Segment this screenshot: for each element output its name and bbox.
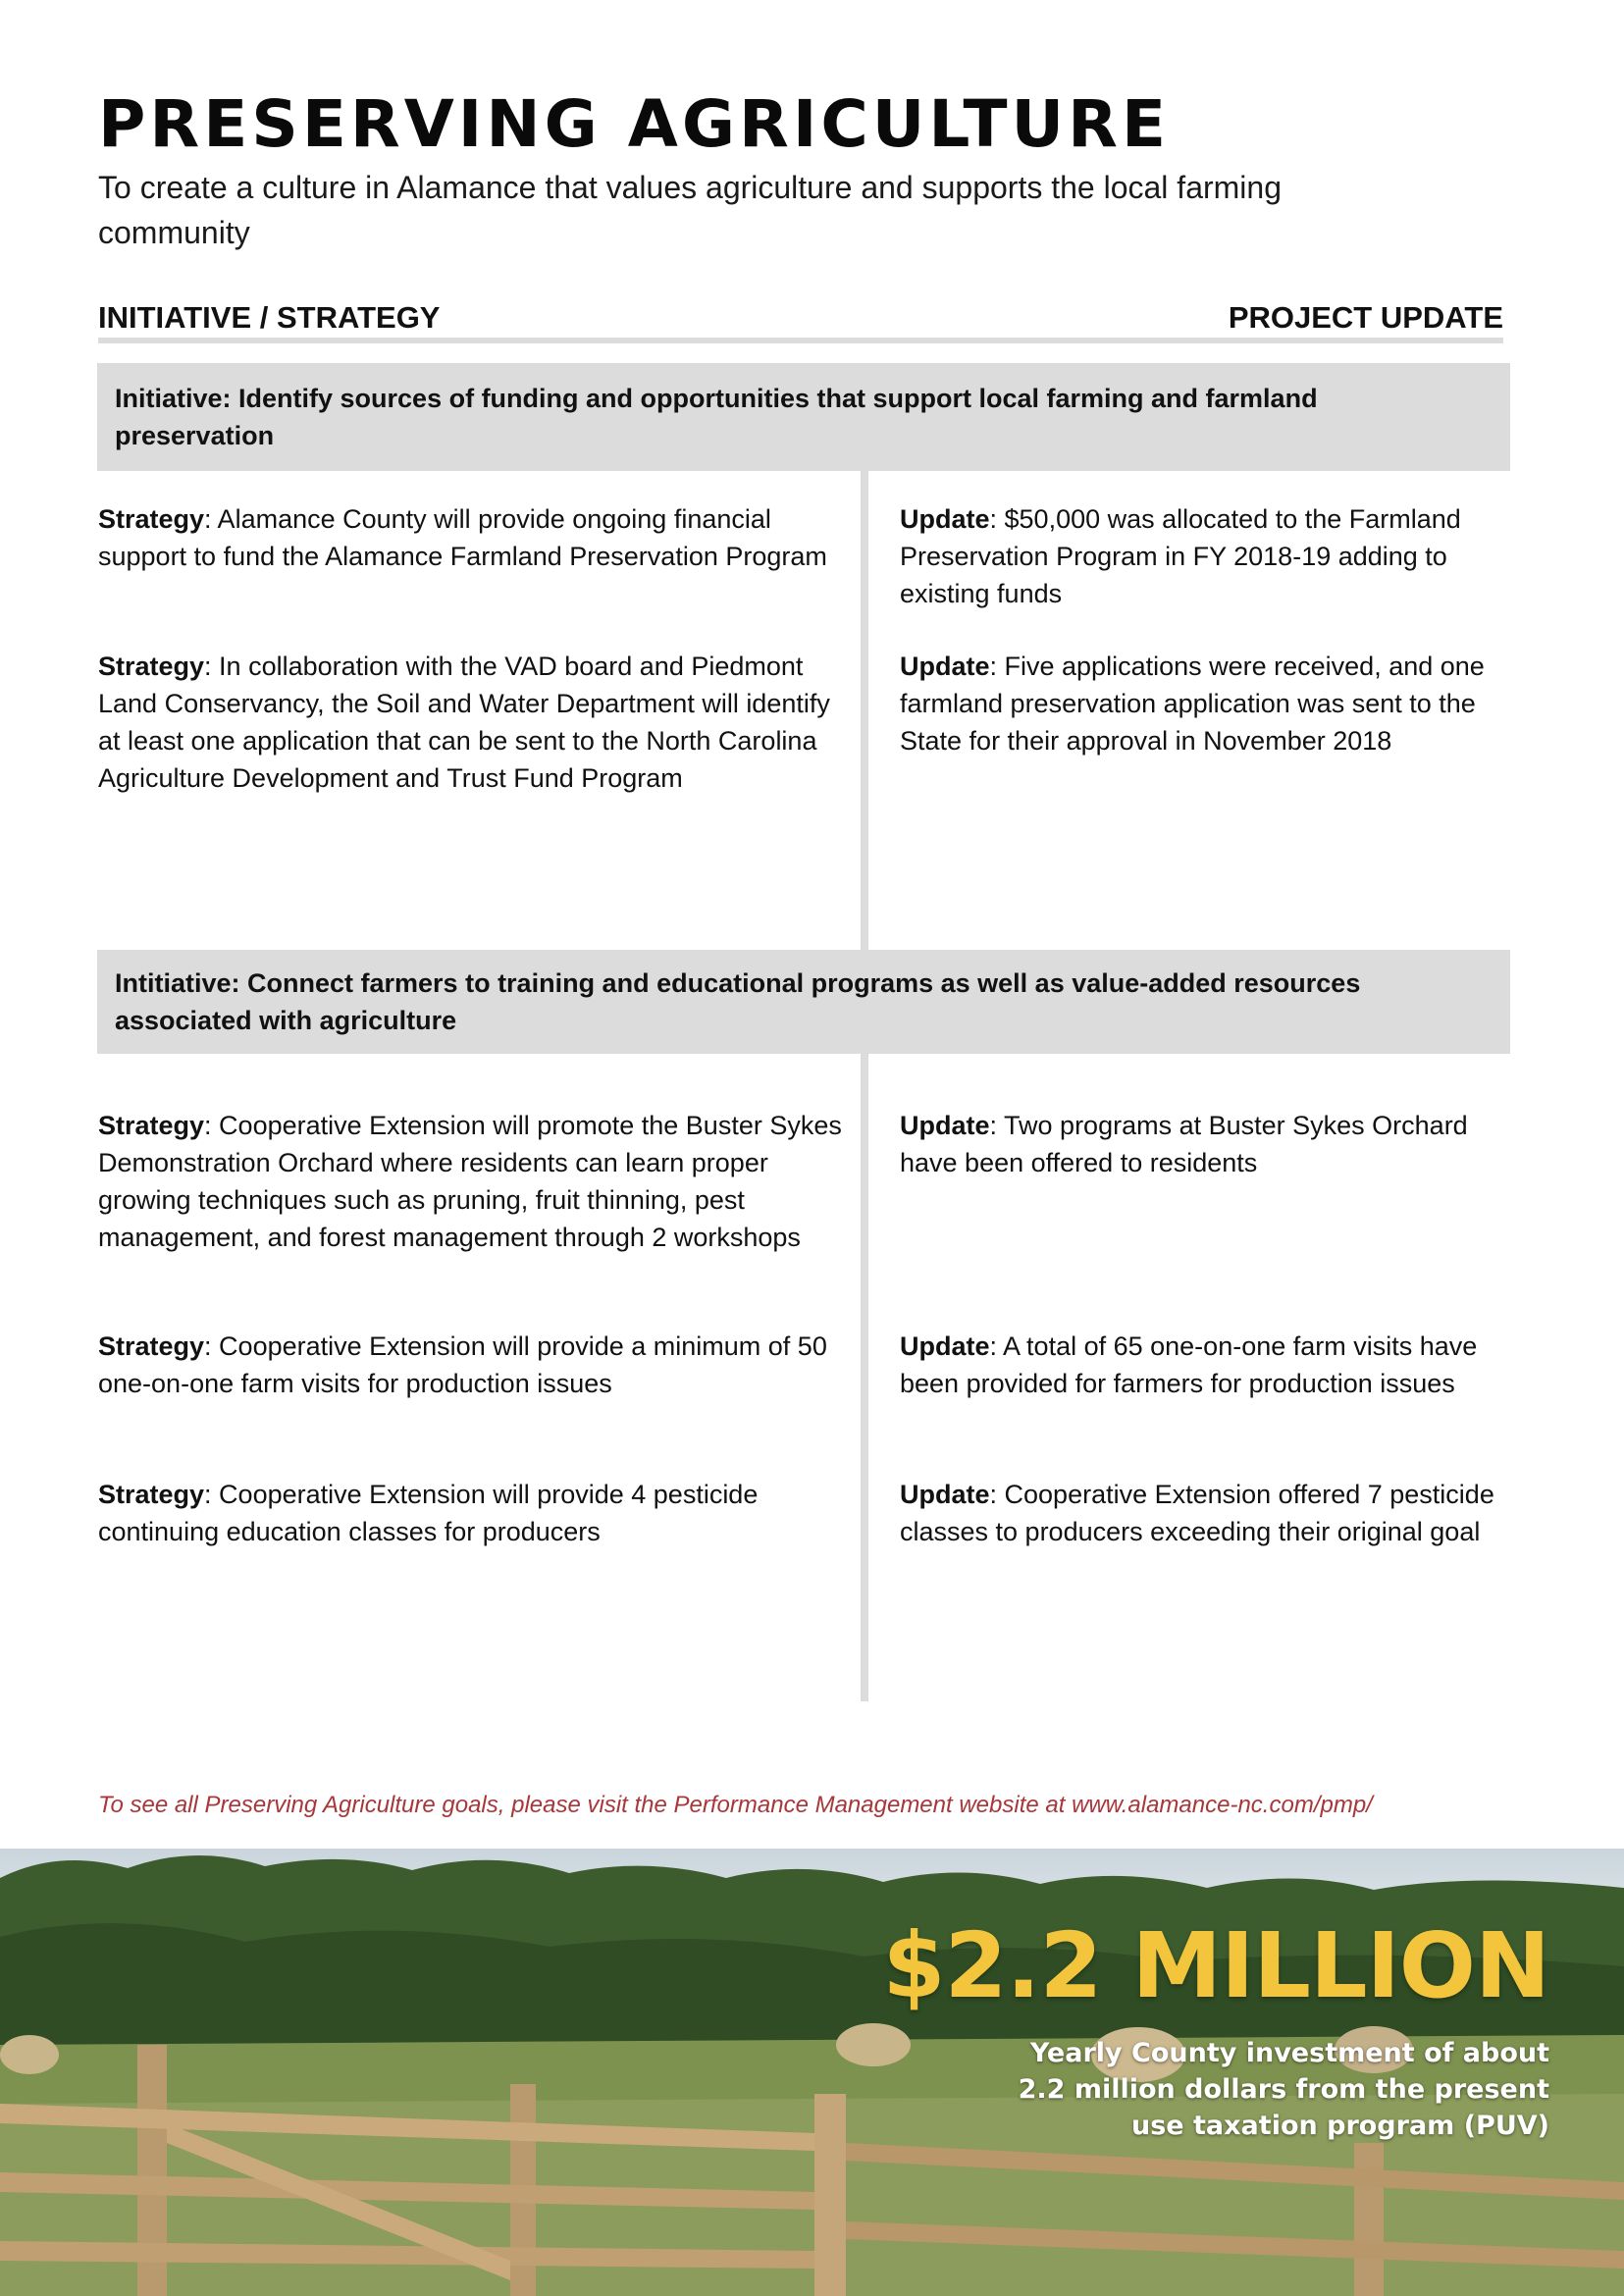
update-text: : Cooperative Extension offered 7 pesticide classes to producers exceeding their original goal bbox=[900, 1480, 1494, 1546]
farm-photo bbox=[0, 1849, 1624, 2296]
strategy-label: Strategy bbox=[98, 1331, 205, 1361]
update-cell bbox=[900, 1476, 1508, 1550]
column-header-project-update: PROJECT UPDATE bbox=[1228, 300, 1503, 335]
update-label: Update bbox=[900, 504, 990, 534]
highlight-figure: $2.2 MILLION bbox=[882, 1913, 1549, 2018]
strategy-text: : Alamance County will provide ongoing financial support to fund the Alamance Farmland Preservation Program bbox=[98, 504, 827, 571]
column-header-initiative-strategy: INITIATIVE / STRATEGY bbox=[98, 300, 441, 335]
footer-note-link-text: To see all Preserving Agriculture goals, please visit the Performance Management website at www.alamance-nc.com/pmp/ bbox=[98, 1792, 1373, 1818]
strategy-text: : Cooperative Extension will promote the Buster Sykes Demonstration Orchard where residents can learn proper growing techniques such as pruning, fruit thinning, pest management, and forest management through 2 workshops bbox=[98, 1111, 842, 1252]
header-rule bbox=[98, 338, 1503, 343]
strategy-label: Strategy bbox=[98, 1111, 205, 1140]
strategy-cell bbox=[98, 1107, 844, 1256]
initiative-heading-funding bbox=[97, 363, 1510, 471]
update-label: Update bbox=[900, 1331, 990, 1361]
column-divider bbox=[861, 471, 868, 950]
strategy-label: Strategy bbox=[98, 1480, 205, 1509]
strategy-cell bbox=[98, 1328, 844, 1402]
update-cell bbox=[900, 500, 1508, 612]
strategy-label: Strategy bbox=[98, 504, 205, 534]
strategy-text: : In collaboration with the VAD board and Piedmont Land Conservancy, the Soil and Water Department will identify at least one application that can be sent to the North Carolina Agriculture Development and Trust Fund Program bbox=[98, 652, 830, 793]
update-text: : A total of 65 one-on-one farm visits have been provided for farmers for production issues bbox=[900, 1331, 1478, 1398]
strategy-text: : Cooperative Extension will provide a minimum of 50 one-on-one farm visits for production issues bbox=[98, 1331, 827, 1398]
initiative-heading-training bbox=[97, 950, 1510, 1054]
page-title: PRESERVING AGRICULTURE bbox=[98, 86, 1171, 162]
update-text: : Two programs at Buster Sykes Orchard have been offered to residents bbox=[900, 1111, 1468, 1177]
highlight-caption: Yearly County investment of about 2.2 million dollars from the present use taxation program (PUV) bbox=[1018, 2038, 1549, 2141]
strategy-label: Strategy bbox=[98, 652, 205, 681]
strategy-cell bbox=[98, 648, 844, 797]
strategy-cell bbox=[98, 1476, 844, 1550]
initiative-heading-text: Intitiative: Connect farmers to training and educational programs as well as value-added resources associated with agriculture bbox=[115, 968, 1361, 1035]
update-cell bbox=[900, 648, 1508, 759]
initiative-heading-text: Initiative: Identify sources of funding and opportunities that support local farming and farmland preservation bbox=[115, 384, 1318, 450]
update-text: : Five applications were received, and one farmland preservation application was sent to the State for their approval in November 2018 bbox=[900, 652, 1485, 756]
update-label: Update bbox=[900, 652, 990, 681]
page-subtitle: To create a culture in Alamance that values agriculture and supports the local farming community bbox=[98, 170, 1282, 250]
update-cell bbox=[900, 1107, 1508, 1181]
update-text: : $50,000 was allocated to the Farmland Preservation Program in FY 2018-19 adding to existing funds bbox=[900, 504, 1461, 608]
update-label: Update bbox=[900, 1480, 990, 1509]
strategy-cell bbox=[98, 500, 844, 575]
update-label: Update bbox=[900, 1111, 990, 1140]
column-divider bbox=[861, 1054, 868, 1701]
strategy-text: : Cooperative Extension will provide 4 pesticide continuing education classes for producers bbox=[98, 1480, 759, 1546]
update-cell bbox=[900, 1328, 1508, 1402]
